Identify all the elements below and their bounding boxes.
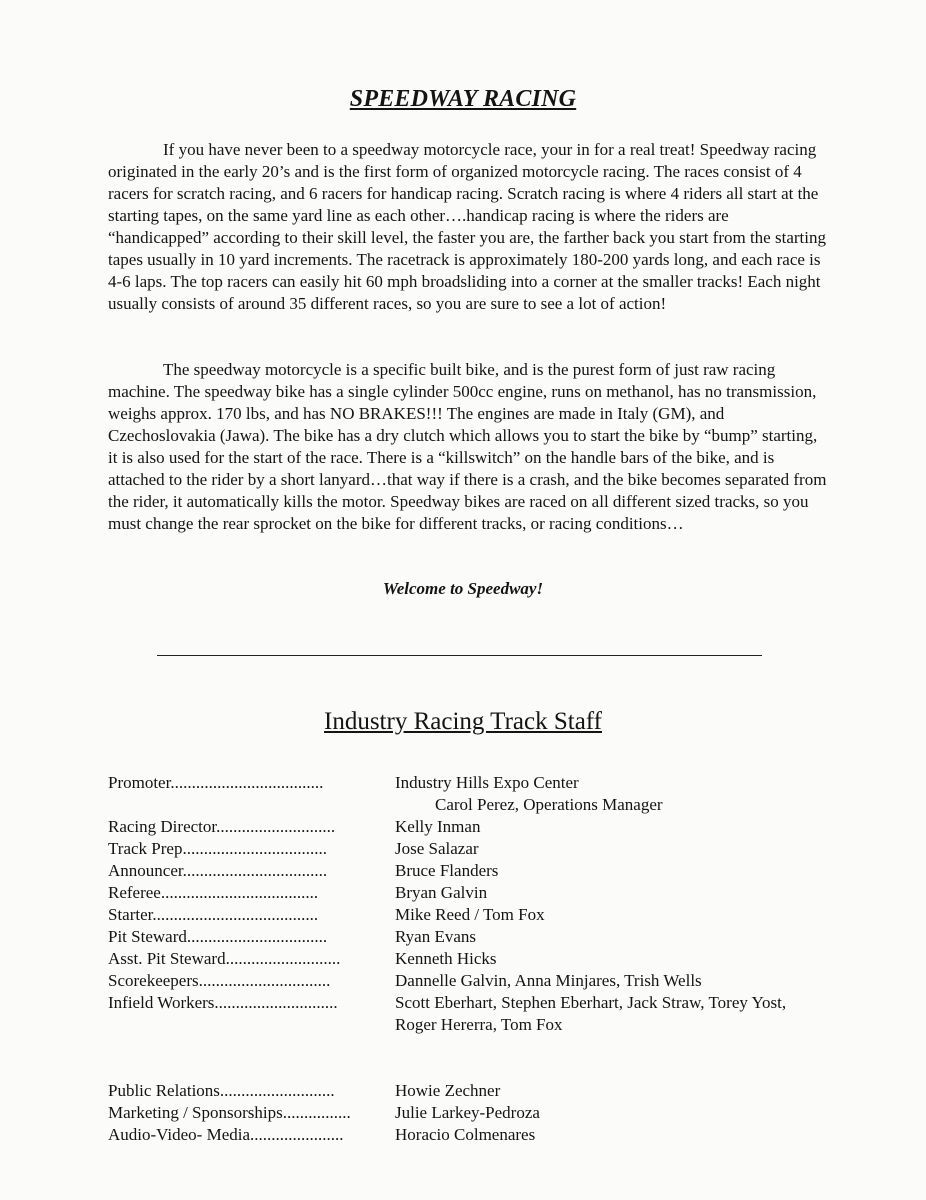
staff-name: Mike Reed / Tom Fox: [395, 905, 545, 924]
staff-role: Asst. Pit Steward...........................: [108, 949, 341, 968]
staff-title: Industry Racing Track Staff: [324, 708, 602, 735]
staff-role: Public Relations...........................: [108, 1081, 335, 1100]
staff-name: Jose Salazar: [395, 839, 479, 858]
staff-role: Pit Steward.................................: [108, 927, 328, 946]
staff-role: Starter.......................................: [108, 905, 319, 924]
bike-paragraph: The speedway motorcycle is a specific built bike, and is the purest form of just raw racing machine. The speedway bike has a single cylinder 500cc engine, runs on methanol, has no transmission, weighs approx. 170 lbs, and has NO BRAKES!!! The engines are made in Italy (GM), and Czechoslovakia (Jawa). The bike has a dry clutch which allows you to start the bike by “bump” starting, it is also used for the start of the race. There is a “killswitch” on the handle bars of the bike, and is attached to the rider by a short lanyard…that way if there is a crash, and the bike becomes separated from the rider, it automatically kills the motor. Speedway bikes are raced on all different sized tracks, so you must change the rear sprocket on the bike for different tracks, or racing conditions…: [108, 360, 827, 533]
staff-name: Julie Larkey-Pedroza: [395, 1103, 540, 1122]
staff-role: Audio-Video- Media......................: [108, 1125, 344, 1144]
page-title: SPEEDWAY RACING: [349, 86, 577, 112]
staff-role: Scorekeepers...............................: [108, 971, 331, 990]
staff-row: [108, 970, 848, 992]
staff-name: Industry Hills Expo Center: [395, 773, 579, 792]
staff-role: Marketing / Sponsorships................: [108, 1103, 351, 1122]
staff-row: [108, 1102, 848, 1124]
staff-role: Promoter....................................: [108, 773, 324, 792]
staff-row: [108, 816, 848, 838]
intro-paragraph: If you have never been to a speedway motorcycle race, your in for a real treat! Speedway racing originated in the early 20’s and is the first form of organized motorcycle racing. The races consist of 4 racers for scratch racing, and 6 racers for handicap racing. Scratch racing is where 4 riders all start at the starting tapes, on the same yard line as each other….handicap racing is where the riders are “handicapped” according to their skill level, the faster you are, the farther back you start from the starting tapes usually in 10 yard increments. The racetrack is approximately 180-200 yards long, and each race is 4-6 laps. The top racers can easily hit 60 mph broadsliding into a corner at the smaller tracks! Each night usually consists of around 35 different races, so you are sure to see a lot of action!: [108, 140, 826, 313]
staff-row: [108, 882, 848, 904]
staff-row: [108, 948, 848, 970]
staff-name: Howie Zechner: [395, 1081, 501, 1100]
staff-name: Kelly Inman: [395, 817, 481, 836]
staff-name: Kenneth Hicks: [395, 949, 497, 968]
staff-role: Referee.....................................: [108, 883, 319, 902]
staff-name: Bruce Flanders: [395, 861, 499, 880]
staff-row: [108, 1080, 848, 1102]
staff-name: Horacio Colmenares: [395, 1125, 536, 1144]
staff-row: [108, 926, 848, 948]
staff-list: [108, 772, 848, 1036]
welcome-text: Welcome to Speedway!: [382, 579, 544, 598]
divider: [157, 655, 762, 656]
staff-row: [108, 992, 848, 1014]
staff-list-secondary: [108, 1080, 848, 1146]
staff-name-sub: Carol Perez, Operations Manager: [435, 795, 663, 814]
staff-name: Scott Eberhart, Stephen Eberhart, Jack Straw, Torey Yost,: [395, 993, 787, 1012]
staff-role: Announcer..................................: [108, 861, 328, 880]
staff-role: Racing Director............................: [108, 817, 336, 836]
staff-name: Ryan Evans: [395, 927, 476, 946]
staff-role: Track Prep..................................: [108, 839, 327, 858]
staff-role: Infield Workers.............................: [108, 993, 338, 1012]
staff-row: [108, 772, 848, 794]
staff-row: [108, 838, 848, 860]
staff-name: Bryan Galvin: [395, 883, 488, 902]
staff-name-continued: Roger Hererra, Tom Fox: [395, 1015, 563, 1034]
staff-name: Dannelle Galvin, Anna Minjares, Trish Wells: [395, 971, 702, 990]
staff-row: [108, 904, 848, 926]
staff-row: [108, 860, 848, 882]
staff-row: [108, 1124, 848, 1146]
